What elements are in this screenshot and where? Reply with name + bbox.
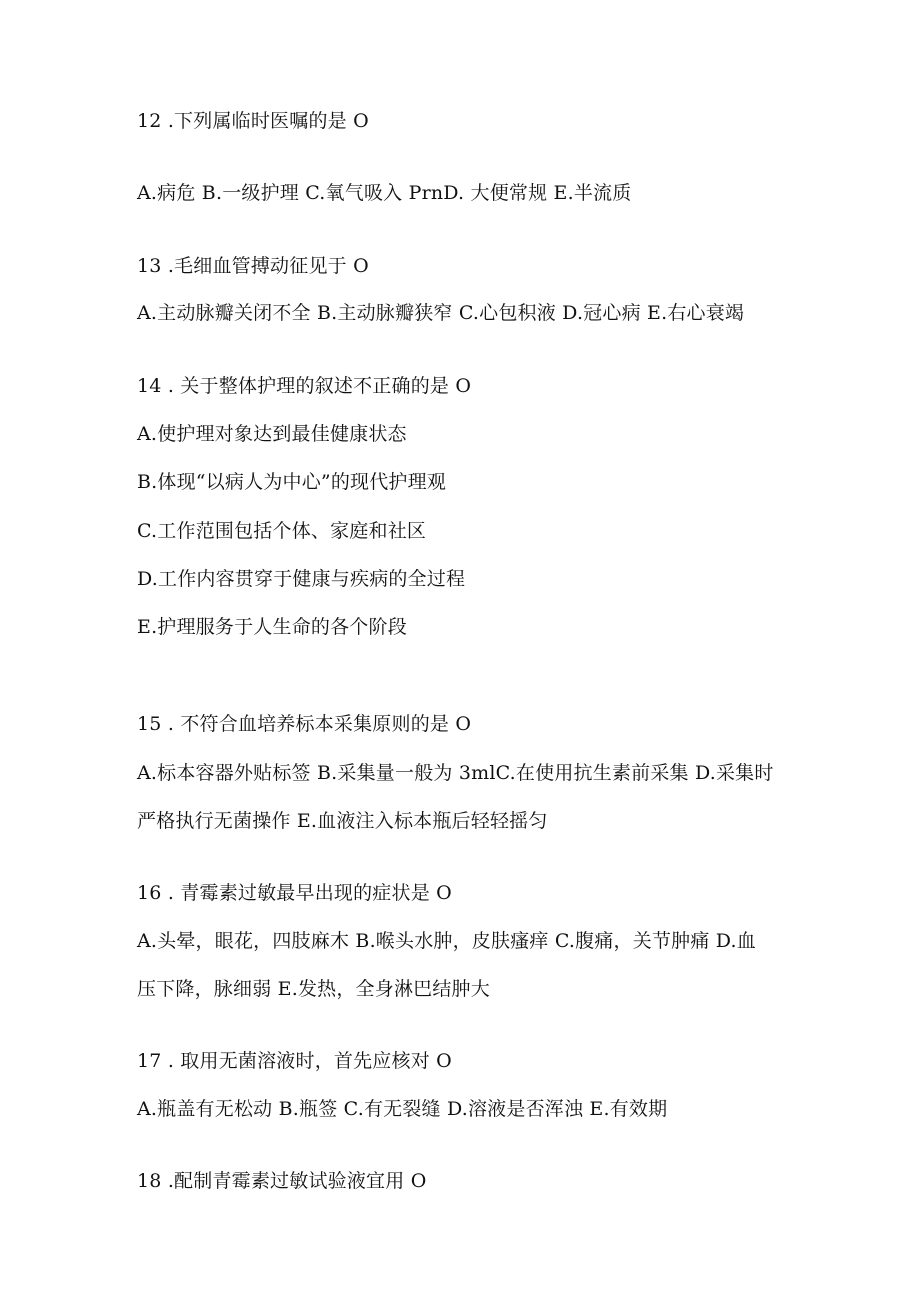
question-13-stem: 13 .毛细血管搏动征见于 O [137, 255, 369, 277]
question-13-options: A.主动脉瓣关闭不全 B.主动脉瓣狭窄 C.心包积液 D.冠心病 E.右心衰竭 [137, 302, 745, 324]
question-15-options-line-1: A.标本容器外贴标签 B.采集量一般为 3mlC.在使用抗生素前采集 D.采集时 [137, 762, 774, 784]
question-14-option-b: B.体现“以病人为中心”的现代护理观 [137, 471, 447, 493]
question-14-option-d: D.工作内容贯穿于健康与疾病的全过程 [137, 568, 466, 590]
question-14-stem: 14 . 关于整体护理的叙述不正确的是 O [137, 375, 472, 397]
question-16-options-line-2: 压下降，脉细弱 E.发热，全身淋巴结肿大 [137, 978, 490, 1000]
question-12-stem: 12 .下列属临时医嘱的是 O [137, 110, 369, 132]
question-14-option-e: E.护理服务于人生命的各个阶段 [137, 616, 407, 638]
question-18-stem: 18 .配制青霉素过敏试验液宜用 O [137, 1170, 427, 1192]
question-14-option-c: C.工作范围包括个体、家庭和社区 [137, 520, 427, 542]
question-16-options-line-1: A.头晕，眼花，四肢麻木 B.喉头水肿，皮肤瘙痒 C.腹痛，关节肿痛 D.血 [137, 930, 756, 952]
question-15-options-line-2: 严格执行无菌操作 E.血液注入标本瓶后轻轻摇匀 [137, 810, 548, 832]
question-17-options: A.瓶盖有无松动 B.瓶签 C.有无裂缝 D.溶液是否浑浊 E.有效期 [137, 1098, 668, 1120]
question-15-stem: 15 . 不符合血培养标本采集原则的是 O [137, 713, 472, 735]
question-14-option-a: A.使护理对象达到最佳健康状态 [137, 423, 407, 445]
question-12-options: A.病危 B.一级护理 C.氧气吸入 PrnD. 大便常规 E.半流质 [137, 182, 632, 204]
question-17-stem: 17 . 取用无菌溶液时，首先应核对 O [137, 1050, 452, 1072]
question-16-stem: 16 . 青霉素过敏最早出现的症状是 O [137, 882, 452, 904]
